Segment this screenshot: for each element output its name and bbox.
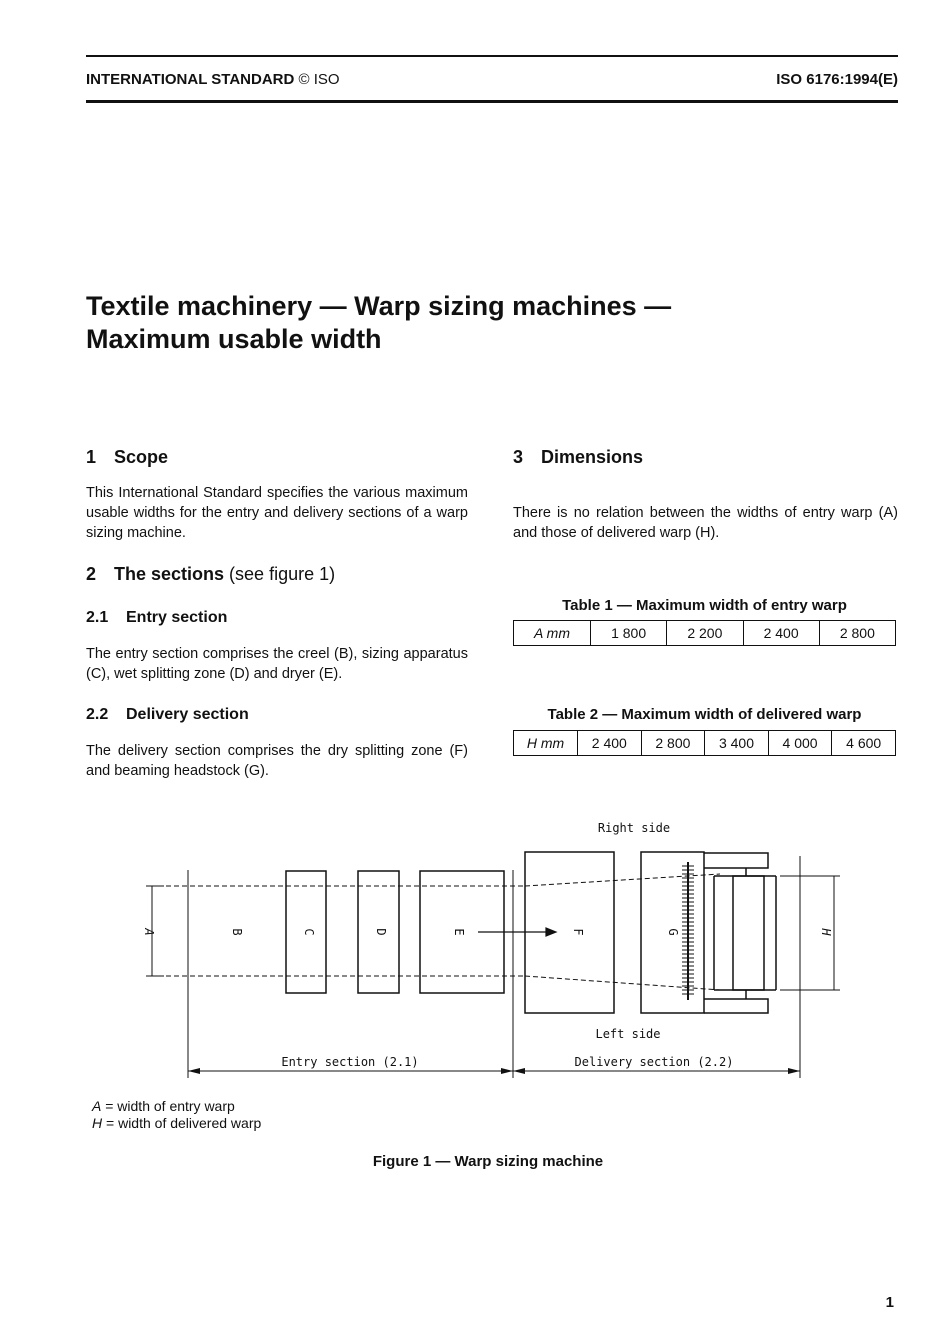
figure-letter-f: F <box>571 928 585 936</box>
flow-arrow <box>478 928 556 936</box>
legend-text: = width of delivered warp <box>106 1115 262 1131</box>
dimensions-paragraph: There is no relation between the widths of entry warp (A) and those of delivered warp (H). <box>513 505 898 541</box>
table1-cell: 2 400 <box>743 621 819 646</box>
legend-item <box>92 1115 261 1132</box>
heading-number: 3 <box>513 447 524 467</box>
table2-cell: 3 400 <box>705 731 769 756</box>
figure-letter-c: C <box>302 928 316 936</box>
title-line-1: Textile machinery — Warp sizing machines — <box>86 291 672 321</box>
table2-cell: 4 600 <box>832 731 896 756</box>
table1-caption: Table 1 — Maximum width of entry warp <box>562 597 847 614</box>
figure-letter-g: G <box>666 928 680 936</box>
header-standard-label: INTERNATIONAL STANDARD <box>86 71 295 88</box>
table1-cell: 1 800 <box>591 621 667 646</box>
table2-caption: Table 2 — Maximum width of delivered warp <box>547 706 862 723</box>
figure-letter-a: A <box>142 928 156 936</box>
figure-caption: Figure 1 — Warp sizing machine <box>372 1153 604 1170</box>
header-copyright: © ISO <box>298 71 340 88</box>
heading-figure-ref: (see figure 1) <box>229 564 336 584</box>
beam-core <box>733 876 764 990</box>
header-document-number: ISO 6176:1994(E) <box>776 71 898 88</box>
table1-cell: 2 800 <box>819 621 895 646</box>
table2-label: H mm <box>514 731 578 756</box>
legend-symbol: H <box>92 1115 103 1131</box>
legend-item <box>92 1098 261 1115</box>
figure-legend <box>92 1098 261 1132</box>
heading-text: Dimensions <box>541 447 644 467</box>
scope-paragraph: This International Standard specifies the various maximum usable widths for the entry and delivery sections of a warp sizing machine. <box>86 485 468 541</box>
table2-cell: 2 800 <box>641 731 705 756</box>
figure-letter-d: D <box>374 928 388 936</box>
figure-delivery-section-label: Delivery section (2.2) <box>574 1055 734 1069</box>
table2-cell: 4 000 <box>768 731 832 756</box>
heading-text: The sections <box>114 564 225 584</box>
heading-number: 2 <box>86 564 97 584</box>
heading-text: Delivery section <box>126 706 249 723</box>
heading-number: 2.1 <box>86 609 109 626</box>
figure-letter-h: H <box>819 928 833 936</box>
legend-symbol: A <box>92 1098 102 1114</box>
heading-number: 1 <box>86 447 97 467</box>
page-number: 1 <box>885 1294 894 1311</box>
heading-text: Entry section <box>126 609 228 626</box>
table1-label: A mm <box>514 621 591 646</box>
beam-flange-top <box>704 853 768 868</box>
table2-cell: 2 400 <box>578 731 642 756</box>
heading-text: Scope <box>114 447 169 467</box>
beam-flange-bottom <box>704 999 768 1013</box>
figure-left-side-label: Left side <box>595 1027 661 1041</box>
figure-letter-e: E <box>452 928 466 936</box>
heading-number: 2.2 <box>86 706 109 723</box>
section-boundary-lines <box>188 856 800 1078</box>
figure-right-side-label: Right side <box>597 821 671 835</box>
table1-cell: 2 200 <box>667 621 743 646</box>
title-line-2: Maximum usable width <box>86 324 382 354</box>
legend-text: = width of entry warp <box>105 1098 235 1114</box>
figure-entry-section-label: Entry section (2.1) <box>281 1055 419 1069</box>
delivery-paragraph: The delivery section comprises the dry splitting zone (F) and beaming headstock (G). <box>86 743 468 779</box>
figure-letter-b: B <box>230 928 244 936</box>
entry-paragraph: The entry section comprises the creel (B), sizing apparatus (C), wet splitting zone (D) and dryer (E). <box>86 646 468 682</box>
